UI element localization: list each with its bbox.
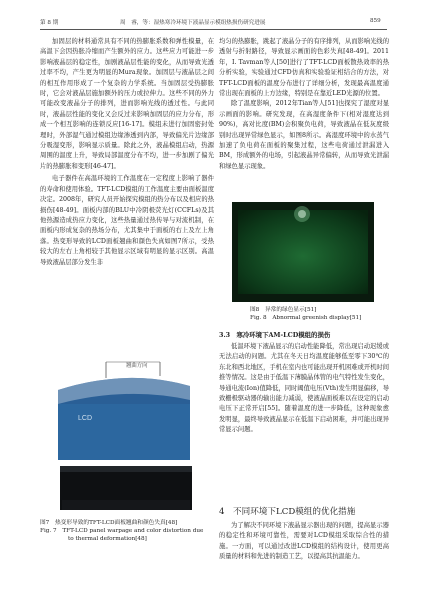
figure-7-caption-en-cont: to thermal deformation[48] — [68, 536, 147, 543]
panel-label: LCD — [78, 415, 93, 422]
paragraph: 低温环境下液晶显示的启动性能降低，常出现启动迟缓或无法启动的问题。尤其在冬天日均温度能够低至零下30℃的东北和西北地区，手机在室内也可能出现开机困难或开机时间推等情况。这是由于低温下薄膜晶体管的电气特性发生变化，导通电流(Ion)值降低，同时阈值电压(Vth)发生明显偏移，导致栅极驱动器的输出能力减弱，使液晶面板难以在设定的启动电压下正常开启[55]。随着温度的进一步降低，这种现象愈发明显，最终导致液晶显示在低温下启动困难，并可能出现异常显示问题。 — [219, 343, 390, 434]
paragraph: 为了解决不同环境下液晶显示器出现的问题，提高显示器的稳定性和环境可靠性，需要对LCD模组采取综合性的措施。一方面，可以通过改进LCD模组的结构设计，使用更高质量的材料和先进的制造工艺，以提高其抗温能力。 — [219, 522, 389, 561]
paragraph: 加固层的材料通常具有不同的热膨胀系数和弹性模量，在高温下会因热胀冷缩而产生额外的应力。这些应力可能进一步影响液晶层的稳定性，加剧液晶层性能的变化，从而导致光透过率不均，产生更为明显的Mura现象。加固层与液晶层之间的相互作用形成了一个复杂的力学系统。当加固层受热膨胀时，它会对液晶层施加额外的压力或拉伸力。这些不同的外力可能改变液晶分子的排列，进而影响光线的透过性。与此同时，液晶层性能的变化又会反过来影响加固层的应力分布，形成一个相互影响的连锁反应[16-17]。模组未进行加固密封处理时，外部湿气通过模组边缘渗透到内部，导致偏光片边缘部分吸湿变形，影响显示质量。除此之外，液晶模组启动，热源周围的温度上升，导致局部温度分布不均，进一步加剧了偏光片的热膨胀和变形[46-47]。 — [40, 38, 214, 170]
figure-8-caption-cn: 图8 异常的绿色显示[51] — [250, 307, 317, 313]
paragraph: 电子器件在高温环境的工作温度在一定程度上影响了器件的寿命和使用体验。TFT-LCD模组的工作温度主要由面板温度决定。2008年，研究人员开始探究模组的热分布以及相应的热损伤[48-49]。面板内部的BLU中冷阴极荧光灯(CCFLs)及其他热源造成热应力变化，这些热量通过热传导与对流机制，在面板内形成复杂的热场分布，尤其集中于面板的右上及左上角落。热变形导致的LCD面板翘曲和颜色失真如图7所示，受热较大的左右上角相较于其他显示区域有明显的显示区别。高温导致液晶层部分发生非 — [40, 175, 214, 266]
figure-7-caption-en: Fig. 7 TFT-LCD panel warpage and color distortion due — [40, 528, 204, 535]
page-section-number: 第 8 期 — [40, 20, 59, 26]
right-column-text — [219, 37, 389, 172]
section-4-heading: 4 不同环境下LCD模组的优化措施 — [219, 507, 356, 517]
figure-7-caption-cn: 图7 热变形导致的TFT-LCD面板翘曲和颜色失真[48] — [40, 520, 178, 526]
figure-8 — [232, 202, 374, 302]
figure-7-caption — [40, 519, 214, 544]
figure-7 — [40, 360, 214, 515]
page-number: 859 — [370, 18, 381, 24]
figure-8-image — [232, 202, 374, 302]
section-4-body — [219, 521, 389, 563]
figure-8-caption — [250, 306, 390, 322]
left-column-text — [40, 37, 214, 268]
running-title: 周 睿，等：湿热寒冷环境下液晶显示模组热损伤研究进展 — [120, 20, 266, 26]
header-rule — [40, 29, 387, 30]
figure-8-caption-en: Fig. 8 Abnormal greenish display[51] — [250, 315, 362, 322]
section-3-3-heading: 3.3 寒冷环境下AM-LCD模组的损伤 — [219, 331, 331, 339]
paragraph: 除了温度影响，2012年Tian等人[51]也探究了湿度对显示画面的影响。研究发现，在高湿度条件下(相对湿度达到90%)，高对比度(BM)会积聚负电荷，导致液晶在低灰度级别时出现异常绿色显示，如图8所示。高湿度环境中的水蒸气加速了负电荷在面板的聚集过程，这些电荷通过泄漏进入BM，形成额外的电场，引起液晶异常偏转，从而导致光泄漏和绿色显示现象。 — [219, 100, 389, 170]
warp-direction-label: 翘曲方向 — [126, 363, 148, 369]
figure-7-image — [40, 360, 214, 515]
section-3-3-body — [219, 342, 389, 436]
paragraph: 均匀的热膨胀，跳起了液晶分子的有序排列，从而影响光线的透射与折射路径，导致显示画面的色彩失真[48-49]。2011年，I. Tavman等人[50]进行了TFT-LCD面板散热效率的热分析实验，实验通过CFD仿真和实验验证相结合的方法，对TFT-LCD面板的温度分布进行了详细分析，发现最高温度通常出现在面板的上方边缘，特别是在靠近LED光源的位置。 — [219, 38, 390, 98]
